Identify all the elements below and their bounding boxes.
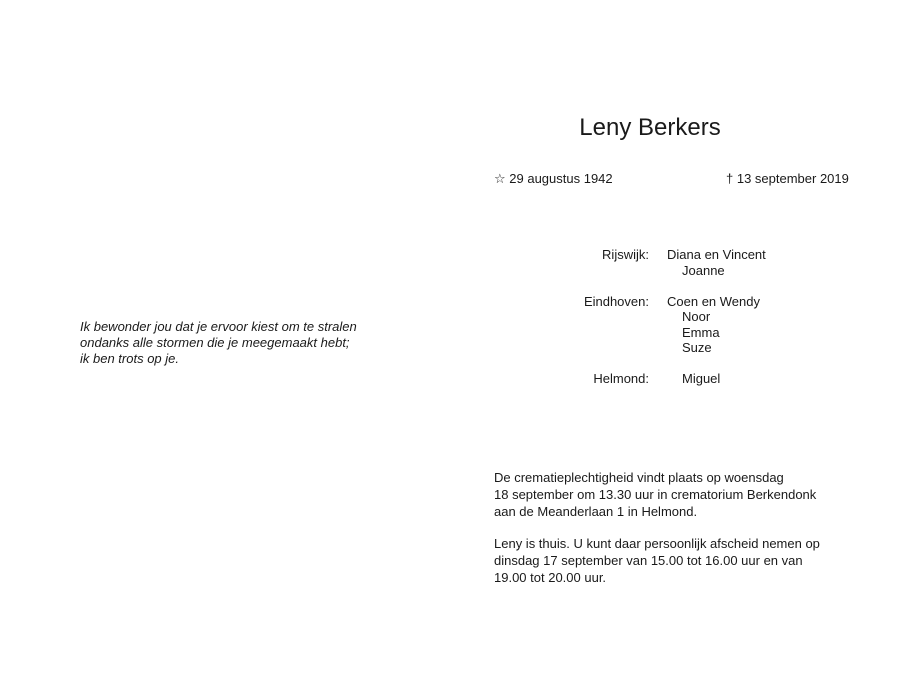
family-place: Eindhoven: (583, 293, 649, 309)
quote-line: ik ben trots op je. (80, 351, 179, 366)
family-members (667, 371, 720, 387)
death-date: † 13 september 2019 (726, 171, 849, 186)
quote-line: ondanks alle stormen die je meegemaakt hebt; (80, 335, 350, 350)
farewell-line: Leny is thuis. U kunt daar persoonlijk afscheid nemen op (494, 536, 820, 551)
family-members (667, 247, 766, 278)
birth-date: ☆ 29 augustus 1942 (494, 171, 613, 186)
ceremony-line: De crematieplechtigheid vindt plaats op woensdag (494, 470, 784, 485)
farewell-line: 19.00 tot 20.00 uur. (494, 570, 607, 585)
family-members (667, 294, 760, 356)
quote-line: Ik bewonder jou dat je ervoor kiest om te stralen (80, 319, 357, 334)
family-partners: Diana en Vincent (667, 247, 766, 262)
memorial-quote (80, 319, 440, 367)
family-group-helmond (560, 371, 820, 387)
deceased-name: Leny Berkers (579, 114, 721, 141)
family-child: Suze (682, 340, 712, 355)
family-child: Emma (682, 324, 720, 340)
ceremony-line: 18 september om 13.30 uur in crematorium Berkendonk (494, 487, 817, 502)
family-group-rijswijk (560, 247, 820, 278)
farewell-line: dinsdag 17 september van 15.00 tot 16.00 uur en van (494, 553, 803, 568)
farewell-info (494, 535, 844, 586)
family-group-eindhoven (560, 294, 820, 356)
ceremony-line: aan de Meanderlaan 1 in Helmond. (494, 504, 698, 519)
family-child: Noor (682, 309, 711, 324)
family-place: Rijswijk: (602, 247, 649, 262)
family-list (560, 247, 820, 402)
family-partners: Coen en Wendy (667, 293, 760, 309)
family-place: Helmond: (593, 371, 649, 386)
family-child: Miguel (682, 371, 721, 386)
ceremony-info (494, 469, 844, 520)
family-child: Joanne (682, 262, 725, 278)
